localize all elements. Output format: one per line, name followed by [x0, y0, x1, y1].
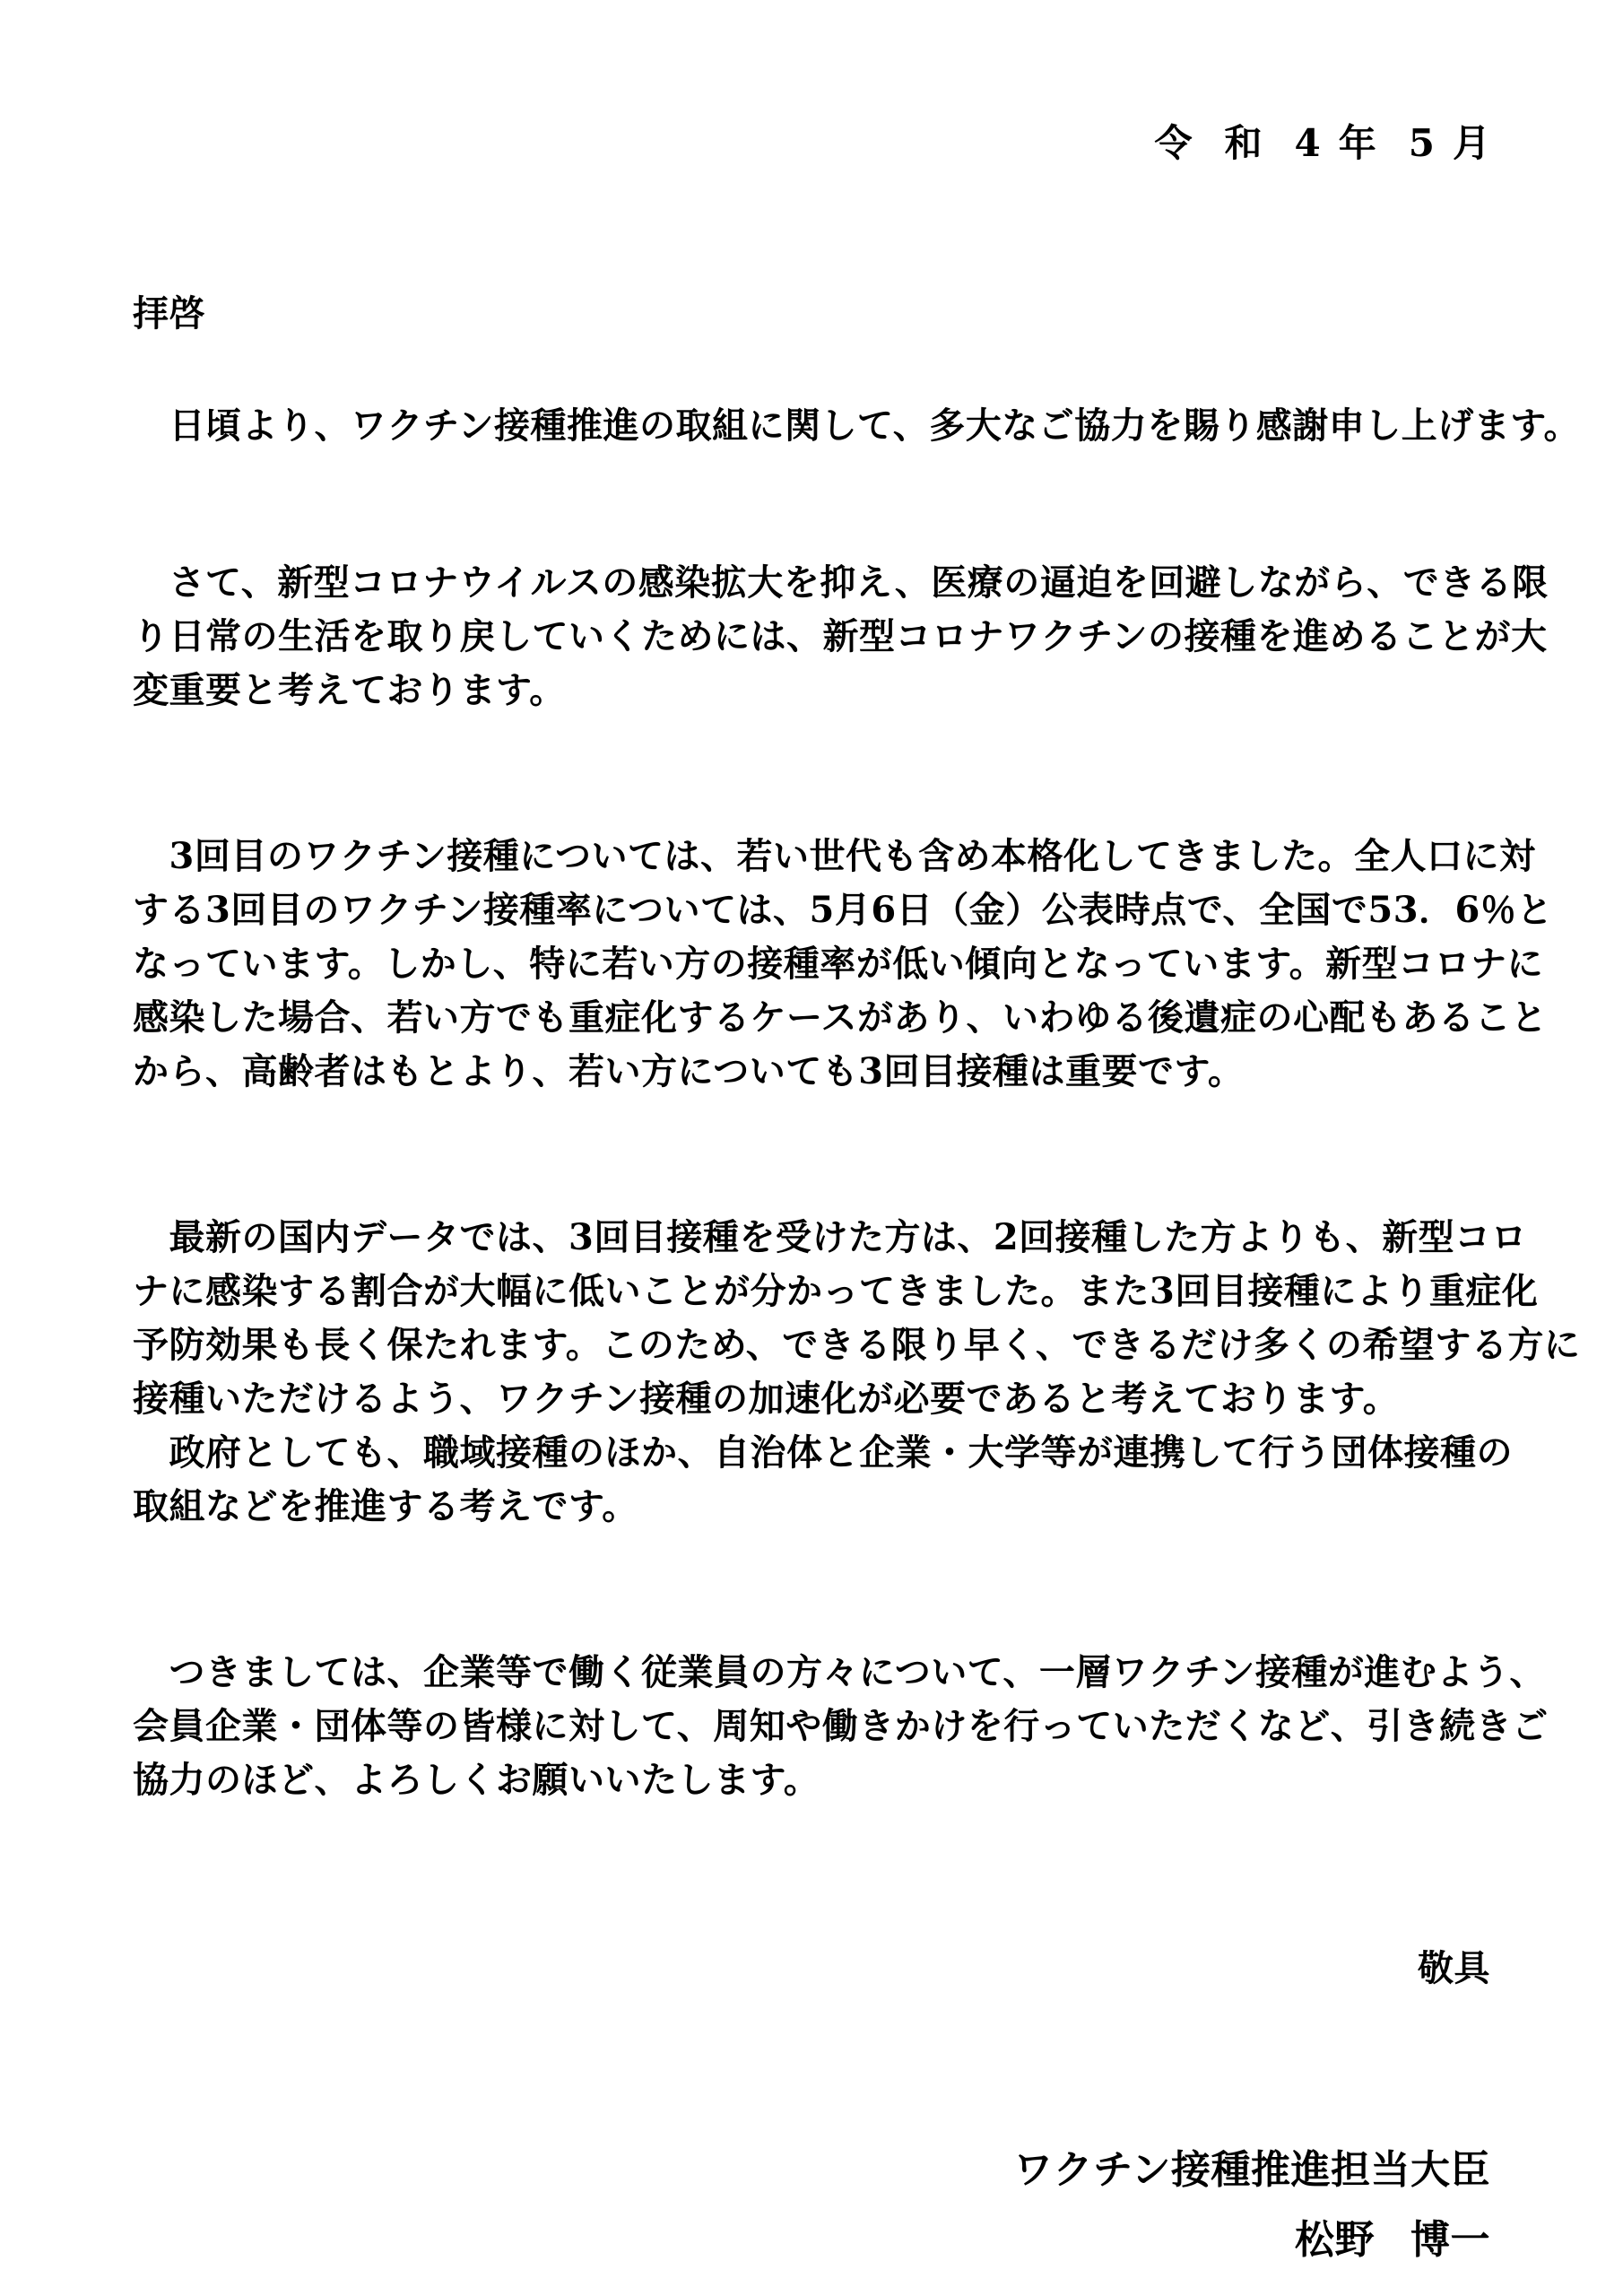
paragraph-3-line-2: する3回目のワクチン接種率については、5月6日（金）公表時点で、全国で53．6％と [133, 889, 1553, 931]
paragraph-5-line-3: 協力のほど、よろしくお願いいたします。 [133, 1759, 820, 1801]
paragraph-3-line-1: 3回目のワクチン接種については、若い世代も含め本格化してきました。全人口に対 [133, 835, 1536, 877]
date-month-unit: 月 [1452, 121, 1490, 165]
paragraph-4-line-2: ナに感染する割合が大幅に低いことが分かってきました。また3回目接種により重症化 [133, 1270, 1539, 1312]
salutation: 拝啓 [133, 292, 205, 335]
paragraph-2-line-2: り日常の生活を取り戻していくためには、新型コロナワクチンの接種を進めることが大 [133, 615, 1548, 657]
closing: 敬具 [1418, 1947, 1490, 1989]
letter-date [1154, 117, 1490, 170]
date-year-unit: 年 [1338, 121, 1376, 165]
paragraph-4-line-1: 最新の国内データでは、3回目接種を受けた方は、2回接種した方よりも、新型コロ [133, 1216, 1528, 1258]
paragraph-4-line-5: 政府としても、職域接種のほか、自治体と企業・大学等が連携して行う団体接種の [133, 1431, 1513, 1474]
paragraph-4-line-4: 接種いただけるよう、ワクチン接種の加速化が必要であると考えております。 [133, 1378, 1400, 1420]
signature-given-name: 博一 [1410, 2217, 1490, 2263]
date-era-2: 和 [1224, 121, 1263, 165]
paragraph-1-line-1: 日頃より、ワクチン接種推進の取組に関して、多大なご協力を賜り感謝申し上げます。 [133, 404, 1580, 447]
date-era-1: 令 [1154, 121, 1193, 165]
paragraph-5-line-2: 会員企業・団体等の皆様に対して、周知や働きかけを行っていただくなど、引き続きご [133, 1705, 1549, 1747]
paragraph-5-line-1: つきましては、企業等で働く従業員の方々について、一層ワクチン接種が進むよう、 [133, 1651, 1546, 1693]
paragraph-2-line-1: さて、新型コロナウイルスの感染拡大を抑え、医療の逼迫を回避しながら、できる限 [133, 561, 1549, 604]
signature-name [1295, 2213, 1490, 2267]
paragraph-3-line-3: なっています。しかし、特に若い方の接種率が低い傾向となっています。新型コロナに [133, 943, 1544, 985]
paragraph-4-line-6: 取組などを推進する考えです。 [133, 1485, 638, 1527]
paragraph-3-line-4: 感染した場合、若い方でも重症化するケースがあり、いわゆる後遺症の心配もあること [133, 996, 1548, 1039]
signature-title: ワクチン接種推進担当大臣 [1013, 2147, 1490, 2193]
paragraph-4-line-3: 予防効果も長く保たれます。このため、できる限り早く、できるだけ多くの希望する方に [133, 1324, 1581, 1366]
date-year: 4 [1294, 121, 1321, 165]
signature-family-name: 松野 [1295, 2217, 1375, 2263]
date-month: 5 [1408, 121, 1435, 165]
paragraph-2-line-3: 変重要と考えております。 [133, 669, 566, 711]
paragraph-3-line-5: から、高齢者はもとより、若い方についても3回目接種は重要です。 [133, 1050, 1245, 1092]
